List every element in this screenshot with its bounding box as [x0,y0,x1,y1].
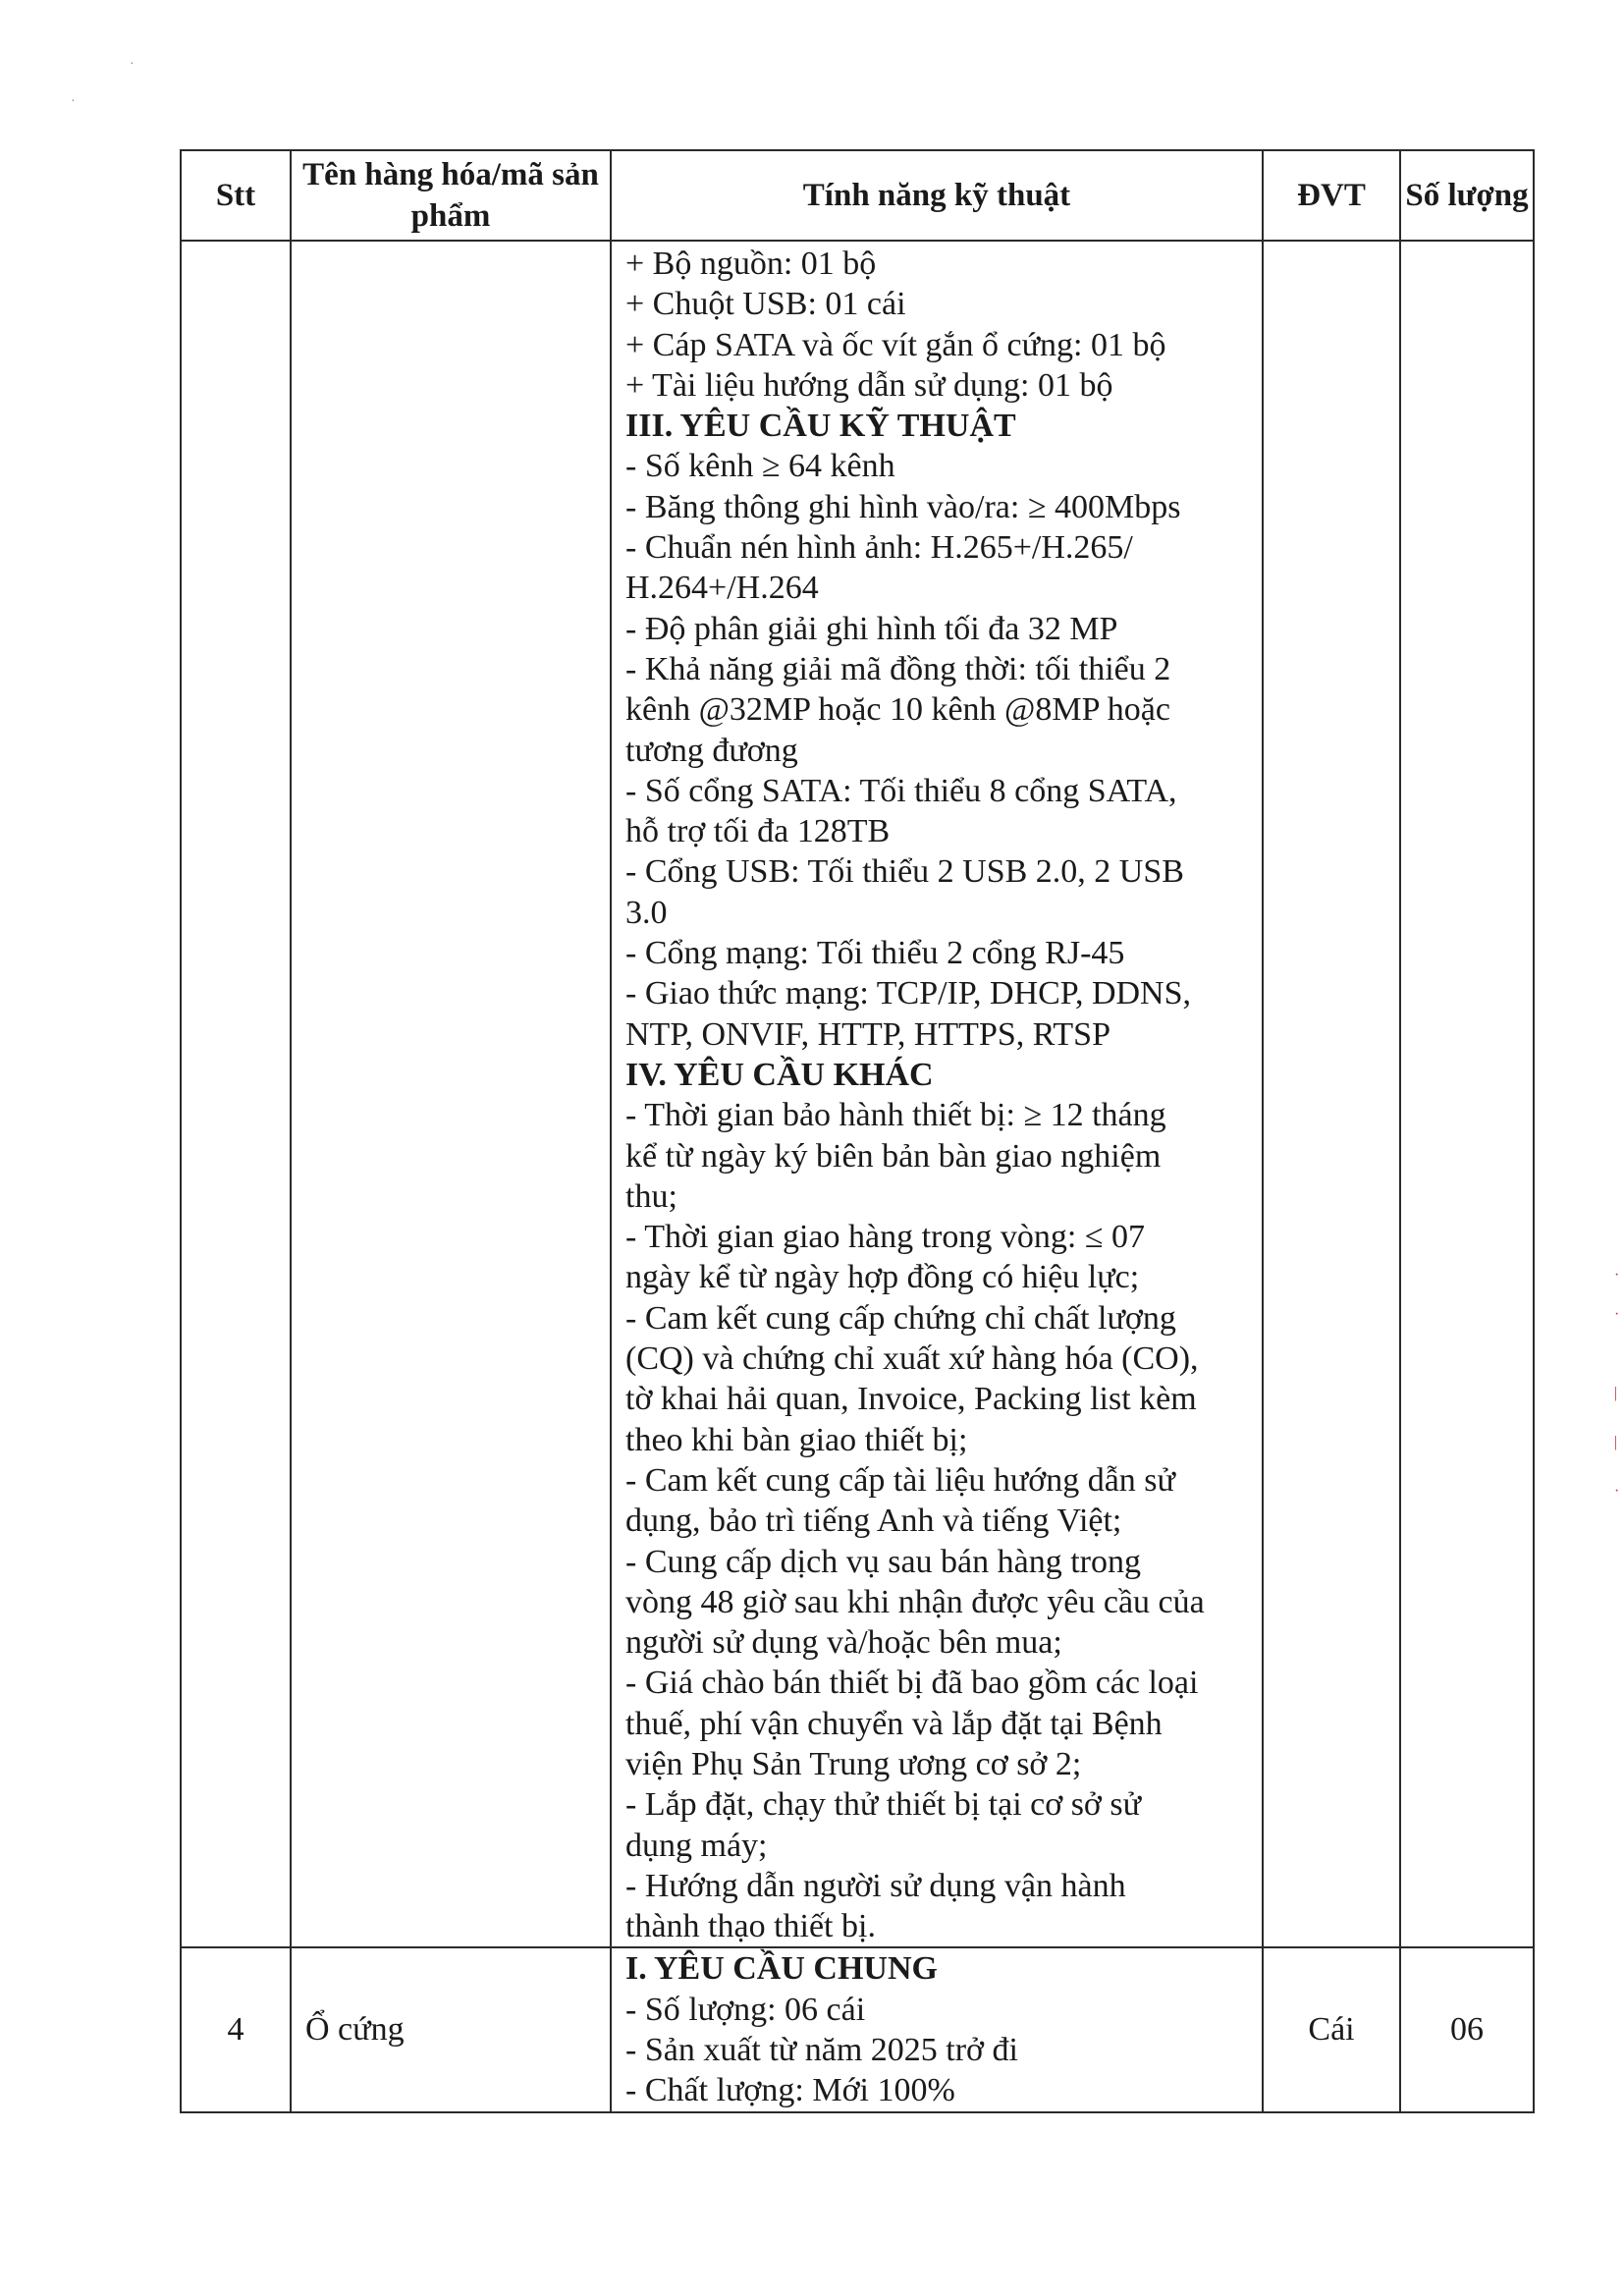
header-stt: Stt [181,150,291,241]
spec-line: - Sản xuất từ năm 2025 trở đi [625,2032,1018,2069]
spec-line: - Cam kết cung cấp chứng chỉ chất lượng [625,1299,1176,1337]
spec-line: - Thời gian giao hàng trong vòng: ≤ 07 [625,1219,1145,1256]
table-row [181,1947,1534,2111]
spec-line: dụng máy; [625,1827,768,1864]
spec-line: - Giao thức mạng: TCP/IP, DHCP, DDNS, [625,975,1192,1012]
header-quantity: Số lượng [1400,150,1534,241]
spec-line: - Cổng USB: Tối thiểu 2 USB 2.0, 2 USB [625,853,1184,891]
row-unit-cell: Cái [1263,1947,1400,2111]
edge-stamp-fragment: · [1614,1306,1620,1323]
row-qty-cell: 06 [1400,1947,1534,2111]
spec-line: (CQ) và chứng chỉ xuất xứ hàng hóa (CO), [625,1340,1199,1378]
row-spec-cell [611,1947,1263,2111]
row-qty-cell [1400,241,1534,1947]
row-stt-cell: 4 [181,1947,291,2111]
spec-line: kể từ ngày ký biên bản bàn giao nghiệm [625,1137,1162,1175]
spec-line: - Giá chào bán thiết bị đã bao gồm các loại [625,1665,1199,1702]
edge-stamp-fragment: | [1614,1385,1618,1401]
spec-line: NTP, ONVIF, HTTP, HTTPS, RTSP [625,1015,1110,1053]
edge-stamp-fragment: | [1614,1434,1618,1450]
spec-line: H.264+/H.264 [625,570,819,607]
spec-line: tương đương [625,732,798,769]
row-unit-cell [1263,241,1400,1947]
row-stt-cell [181,241,291,1947]
spec-line: tờ khai hải quan, Invoice, Packing list kèm [625,1381,1197,1418]
spec-line: kênh @32MP hoặc 10 kênh @8MP hoặc [625,691,1170,729]
spec-line: - Độ phân giải ghi hình tối đa 32 MP [625,610,1118,647]
spec-line: - Cam kết cung cấp tài liệu hướng dẫn sử [625,1461,1175,1499]
spec-line: - Hướng dẫn người sử dụng vận hành [625,1867,1126,1904]
edge-stamp-fragment: · [1614,1267,1620,1284]
scan-speck: · [71,94,76,109]
spec-line: người sử dụng và/hoặc bên mua; [625,1624,1062,1662]
spec-line: - Chất lượng: Mới 100% [625,2072,955,2109]
edge-stamp-fragment: · [1614,1483,1620,1500]
spec-line: - Cung cấp dịch vụ sau bán hàng trong [625,1543,1141,1580]
spec-line: - Cổng mạng: Tối thiểu 2 cổng RJ-45 [625,935,1125,972]
spec-line: - Chuẩn nén hình ảnh: H.265+/H.265/ [625,529,1133,567]
spec-line: thuế, phí vận chuyển và lắp đặt tại Bệnh [625,1705,1163,1742]
spec-line: theo khi bàn giao thiết bị; [625,1421,968,1458]
spec-line: + Tài liệu hướng dẫn sử dụng: 01 bộ [625,366,1113,404]
spec-line: - Số kênh ≥ 64 kênh [625,448,895,485]
table-row [181,241,1534,1947]
scan-speck: · [130,57,135,72]
spec-line: + Chuột USB: 01 cái [625,286,906,323]
spec-line: dụng, bảo trì tiếng Anh và tiếng Việt; [625,1503,1122,1540]
section-heading: IV. YÊU CẦU KHÁC [625,1056,934,1093]
spec-line: 3.0 [625,894,668,931]
header-technical-features: Tính năng kỹ thuật [611,150,1263,241]
spec-line: - Lắp đặt, chạy thử thiết bị tại cơ sở sử [625,1786,1142,1824]
spec-line: ngày kể từ ngày hợp đồng có hiệu lực; [625,1259,1140,1296]
section-heading: III. YÊU CẦU KỸ THUẬT [625,408,1016,445]
section-heading: I. YÊU CẦU CHUNG [625,1950,938,1988]
row-name-cell: Ổ cứng [291,1947,611,2111]
spec-line: thu; [625,1177,677,1215]
spec-line: + Bộ nguồn: 01 bộ [625,246,877,282]
spec-line: thành thạo thiết bị. [625,1908,876,1945]
spec-line: hỗ trợ tối đa 128TB [625,813,891,850]
spec-line: - Khả năng giải mã đồng thời: tối thiểu 2 [625,650,1171,687]
spec-line: - Thời gian bảo hành thiết bị: ≥ 12 tháng [625,1097,1166,1134]
technical-spec-table [180,149,1535,2113]
header-unit: ĐVT [1263,150,1400,241]
spec-line: viện Phụ Sản Trung ương cơ sở 2; [625,1745,1082,1782]
spec-line: + Cáp SATA và ốc vít gắn ổ cứng: 01 bộ [625,326,1166,363]
row-name-cell [291,241,611,1947]
spec-line: - Băng thông ghi hình vào/ra: ≥ 400Mbps [625,488,1181,525]
table-header-row [181,150,1534,241]
row-spec-cell [611,241,1263,1947]
spec-line: vòng 48 giờ sau khi nhận được yêu cầu của [625,1583,1205,1620]
header-product-name: Tên hàng hóa/mã sản phẩm [291,150,611,241]
spec-line: - Số lượng: 06 cái [625,1991,866,2028]
spec-line: - Số cổng SATA: Tối thiểu 8 cổng SATA, [625,772,1177,809]
